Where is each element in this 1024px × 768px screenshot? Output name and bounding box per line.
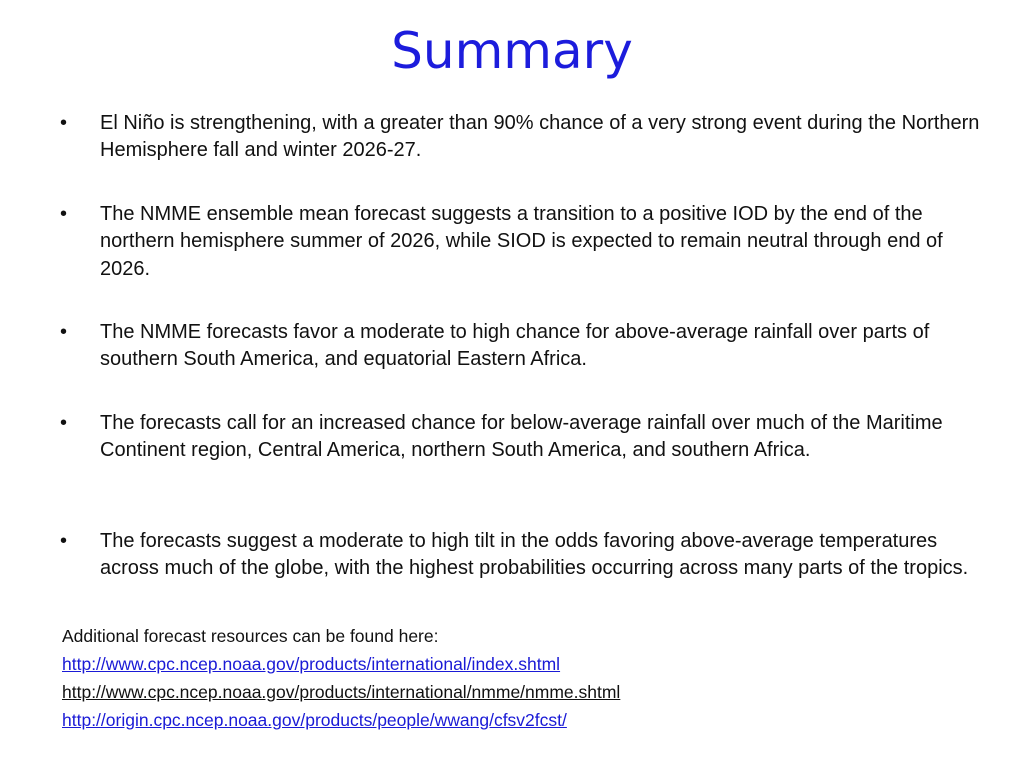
bullet-text: El Niño is strengthening, with a greater than 90% chance of a very strong event during the Northern Hemisphere fall and winter 2026-27. [100,112,980,162]
bullet-text: The forecasts suggest a moderate to high tilt in the odds favoring above-average temperatures across much of the globe, with the highest probabilities occurring across many parts of the tropics. [100,530,969,580]
resource-link-international[interactable]: http://www.cpc.ncep.noaa.gov/products/international/index.shtml [62,654,561,674]
resources-section [62,622,962,734]
bullet-text: The NMME forecasts favor a moderate to high chance for above-average rainfall over parts of southern South America, and equatorial Eastern Africa. [100,321,930,371]
resource-link-cfsv2[interactable]: http://origin.cpc.ncep.noaa.gov/products/people/wwang/cfsv2fcst/ [62,710,567,730]
bullet-marker: • [60,530,68,552]
bullet-text: The NMME ensemble mean forecast suggests a transition to a positive IOD by the end of the northern hemisphere summer of 2026, while SIOD is expected to remain neutral through end of 2026. [100,203,943,280]
slide-title: Summary [391,22,633,80]
resource-link-nmme[interactable]: http://www.cpc.ncep.noaa.gov/products/international/nmme/nmme.shtml [62,682,621,702]
bullet-marker: • [60,412,68,434]
bullet-text: The forecasts call for an increased chance for below-average rainfall over much of the Maritime Continent region, Central America, northern South America, and southern Africa. [100,412,943,462]
bullet-marker: • [60,112,68,134]
bullet-marker: • [60,321,68,343]
bullet-marker: • [60,203,68,225]
resources-intro: Additional forecast resources can be found here: [62,626,439,646]
